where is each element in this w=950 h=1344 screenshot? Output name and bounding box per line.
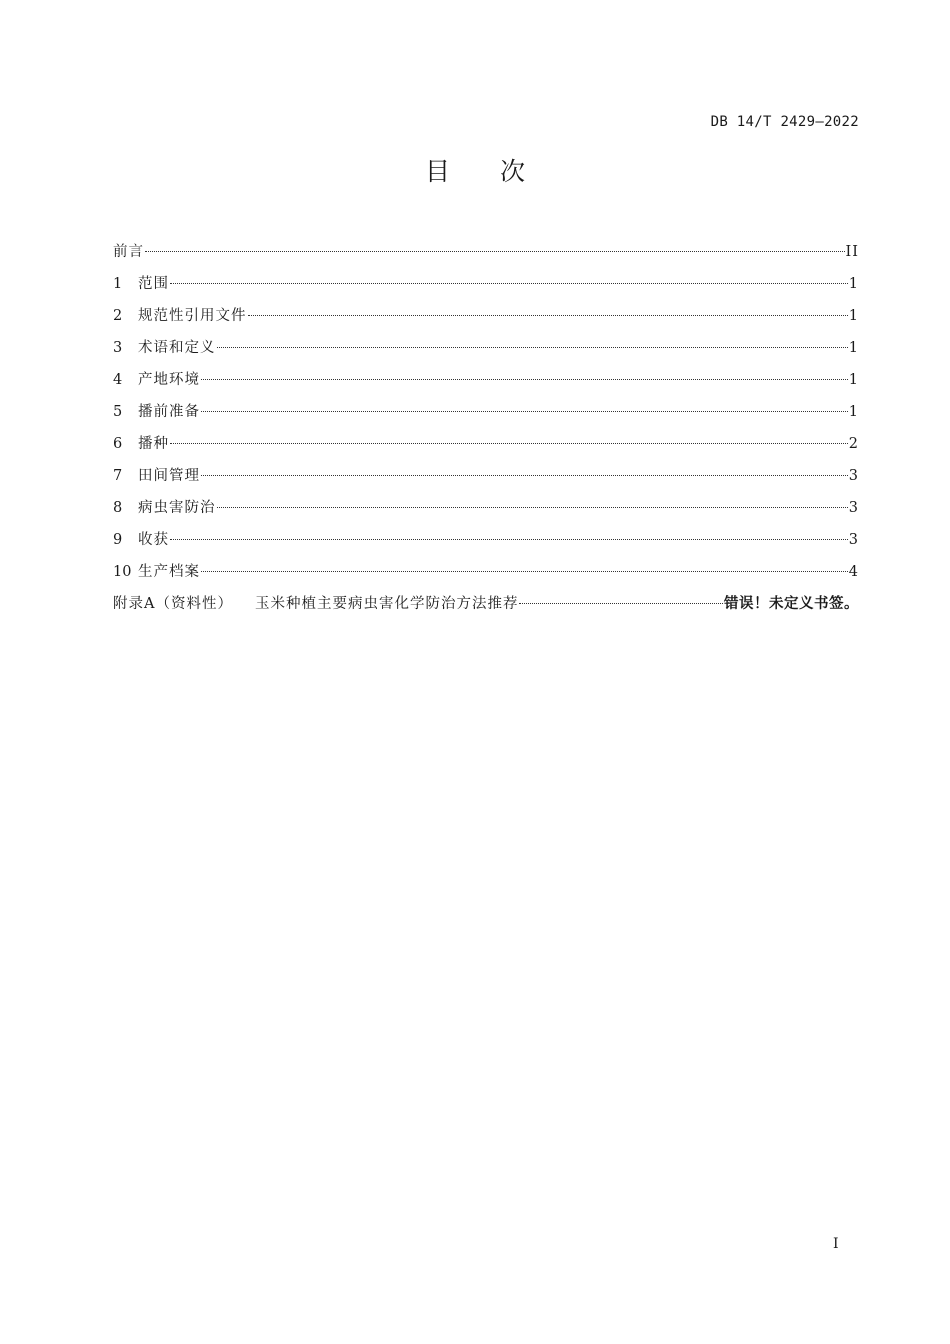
dot-leader	[217, 343, 848, 348]
toc-entry-page: 1	[848, 404, 859, 420]
dot-leader	[519, 599, 723, 604]
toc-entry-number: 10	[113, 564, 132, 580]
toc-entry-page: 3	[848, 532, 859, 548]
toc-entry-environment[interactable]	[113, 364, 859, 396]
toc-entry-page: 1	[848, 372, 859, 388]
toc-entry-sowing[interactable]	[113, 428, 859, 460]
dot-leader	[201, 567, 848, 572]
toc-entry-pest-control[interactable]	[113, 492, 859, 524]
dot-leader	[248, 311, 848, 316]
toc-entry-label: 范围	[138, 276, 169, 292]
toc-entry-number: 7	[113, 468, 123, 484]
appendix-title: 玉米种植主要病虫害化学防治方法推荐	[254, 596, 519, 612]
dot-leader	[170, 439, 848, 444]
toc-entry-label: 播前准备	[138, 404, 200, 420]
toc-entry-terms-definitions[interactable]	[113, 332, 859, 364]
toc-entry-number: 3	[113, 340, 123, 356]
toc-entry-number: 1	[113, 276, 123, 292]
toc-entry-scope[interactable]	[113, 268, 859, 300]
toc-entry-label: 规范性引用文件	[138, 308, 247, 324]
toc-entry-pre-sowing[interactable]	[113, 396, 859, 428]
toc-entry-label: 术语和定义	[138, 340, 216, 356]
toc-entry-page: II	[845, 244, 859, 260]
toc-entry-page: 1	[848, 276, 859, 292]
dot-leader	[145, 247, 845, 252]
toc-entry-label: 生产档案	[138, 564, 200, 580]
toc-entry-label: 前言	[113, 244, 144, 260]
bookmark-error-text: 错误！未定义书签。	[724, 596, 859, 612]
toc-entry-field-management[interactable]	[113, 460, 859, 492]
toc-entry-production-records[interactable]	[113, 556, 859, 588]
dot-leader	[217, 503, 848, 508]
toc-entry-number: 2	[113, 308, 123, 324]
dot-leader	[170, 279, 848, 284]
toc-entry-number: 6	[113, 436, 123, 452]
dot-leader	[201, 375, 848, 380]
toc-entry-normative-references[interactable]	[113, 300, 859, 332]
toc-entry-number: 8	[113, 500, 123, 516]
toc-entry-page: 3	[848, 500, 859, 516]
toc-entry-label: 田间管理	[138, 468, 200, 484]
dot-leader	[201, 471, 848, 476]
toc-entry-label: 病虫害防治	[138, 500, 216, 516]
toc-title: 目次	[424, 157, 575, 186]
toc-entry-number: 5	[113, 404, 123, 420]
toc-entry-number: 9	[113, 532, 123, 548]
toc-entry-page: 3	[848, 468, 859, 484]
toc-entry-harvest[interactable]	[113, 524, 859, 556]
toc-entry-page: 1	[848, 308, 859, 324]
toc-entry-label: 产地环境	[138, 372, 200, 388]
toc-entry-appendix-a[interactable]	[113, 588, 859, 620]
dot-leader	[170, 535, 848, 540]
toc-entry-page: 1	[848, 340, 859, 356]
toc-entry-number: 4	[113, 372, 123, 388]
page-number: I	[833, 1236, 839, 1252]
toc-entry-label: 播种	[138, 436, 169, 452]
dot-leader	[201, 407, 848, 412]
table-of-contents	[113, 236, 859, 620]
toc-entry-foreword[interactable]	[113, 236, 859, 268]
toc-entry-page: 4	[848, 564, 859, 580]
toc-entry-page: 2	[848, 436, 859, 452]
document-code: DB 14/T 2429—2022	[710, 114, 859, 130]
appendix-prefix: 附录A（资料性）	[113, 596, 233, 612]
toc-entry-label: 收获	[138, 532, 169, 548]
